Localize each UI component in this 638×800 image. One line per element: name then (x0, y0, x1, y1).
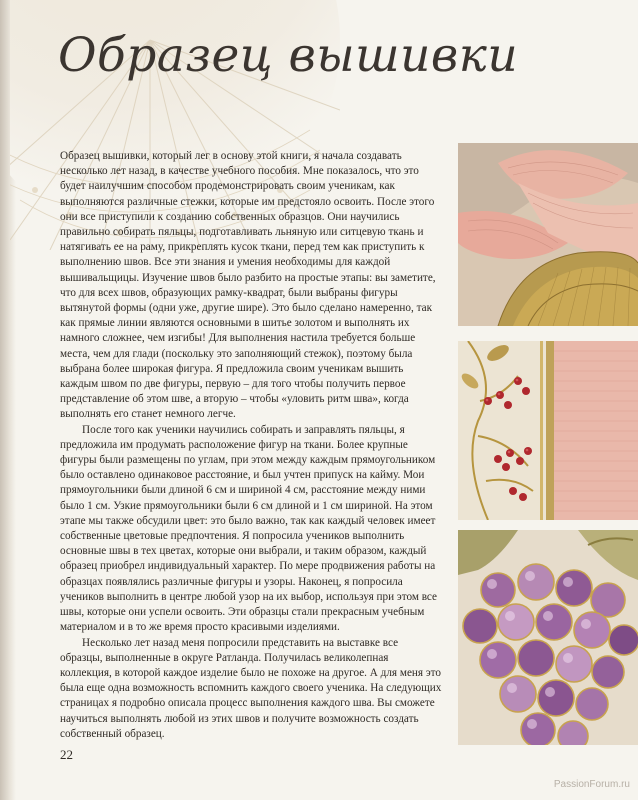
paragraph-3: Несколько лет назад меня попросили представить на выставке все образцы, выполненные в округе Ратланда. Получилась великолепная коллекция, в которой каждое изделие было не похоже на другое. А для меня это была еще одна возможность вспомнить каждого своего ученика. На следующих страницах я подробно описала процесс выполнения каждого шва. Вы сможете научиться выполнять любой из этих швов и получите возможность создать собственный образец. (60, 636, 442, 740)
embroidery-photo-beads (458, 341, 638, 520)
watermark: PassionForum.ru (553, 779, 630, 790)
embroidery-photo-grapes (458, 530, 638, 745)
body-text (60, 149, 442, 742)
page-title: Образец вышивки (58, 28, 519, 83)
page-number: 22 (60, 747, 73, 762)
paragraph-2: После того как ученики научились собирать и заправлять пяльцы, я предложила им продумать расположение фигур на ткани. Более крупные фигуры были размещены по углам, при этом между каждым прямоугольником было оставлено одинаковое расстояние, и был учтен припуск на кайму. Мои прямоугольники были длиной 6 см и шириной 4 см, расстояние между ними было 1 см. Узкие прямоугольники были 6 см длиной и 1 см шириной. На этом этапе мы также обсудили цвет: это было важно, так как каждый человек имеет собственные цветовые предпочтения. Я попросила учеников выполнить основные швы в тех цветах, которые они выбрали, и таким образом, каждый образец приобрел индивидуальный характер. По мере продвижения работы на образцах появлялись различные фигуры и узоры. Наконец, я попросила учеников выполнить в центре любой узор на их выбор, используя при этом все швы, которые они успели освоить. Эти образцы стали прекрасным учебным материалом и в то же время просто красивыми изделиями. (60, 423, 437, 634)
paragraph-1: Образец вышивки, который лег в основу этой книги, я начала создавать несколько лет назад, в качестве учебного пособия. Мне показалось, что это будет наилучшим способом продемонстрировать своим ученикам, как выполняются различные стежки, которые им предстояло освоить. После этого они все приступили к созданию собственных образцов. Они научились правильно собирать пяльцы, подготавливать льняную или ситцевую ткань и натягивать ее на раму, прикреплять кусок ткани, перед тем как приступить к выполнению швов. Все эти знания и умения необходимы для каждой вышивальщицы. Изучение швов было разбито на простые этапы: вы заметите, что для всех швов, образующих рамку-квадрат, были выбраны фигуры вытянутой формы (одни уже, другие шире). Это было сделано намеренно, так как прямые линии являются основными в шитье золотом и выполнять их намного сложнее, чем изгибы! Для выполнения настила требуется больше места, чем для глади (поскольку это заполняющий стежок), поэтому была выбрана более широкая фигура. Я предложила своим ученикам вышить каждым швом по две фигуры, первую – для того чтобы получить первое представление об этом шве, а вторую – чтобы «уловить ритм шва», когда выполнять его станет немного легче. (60, 150, 436, 421)
embroidery-photo-flower (458, 143, 638, 326)
